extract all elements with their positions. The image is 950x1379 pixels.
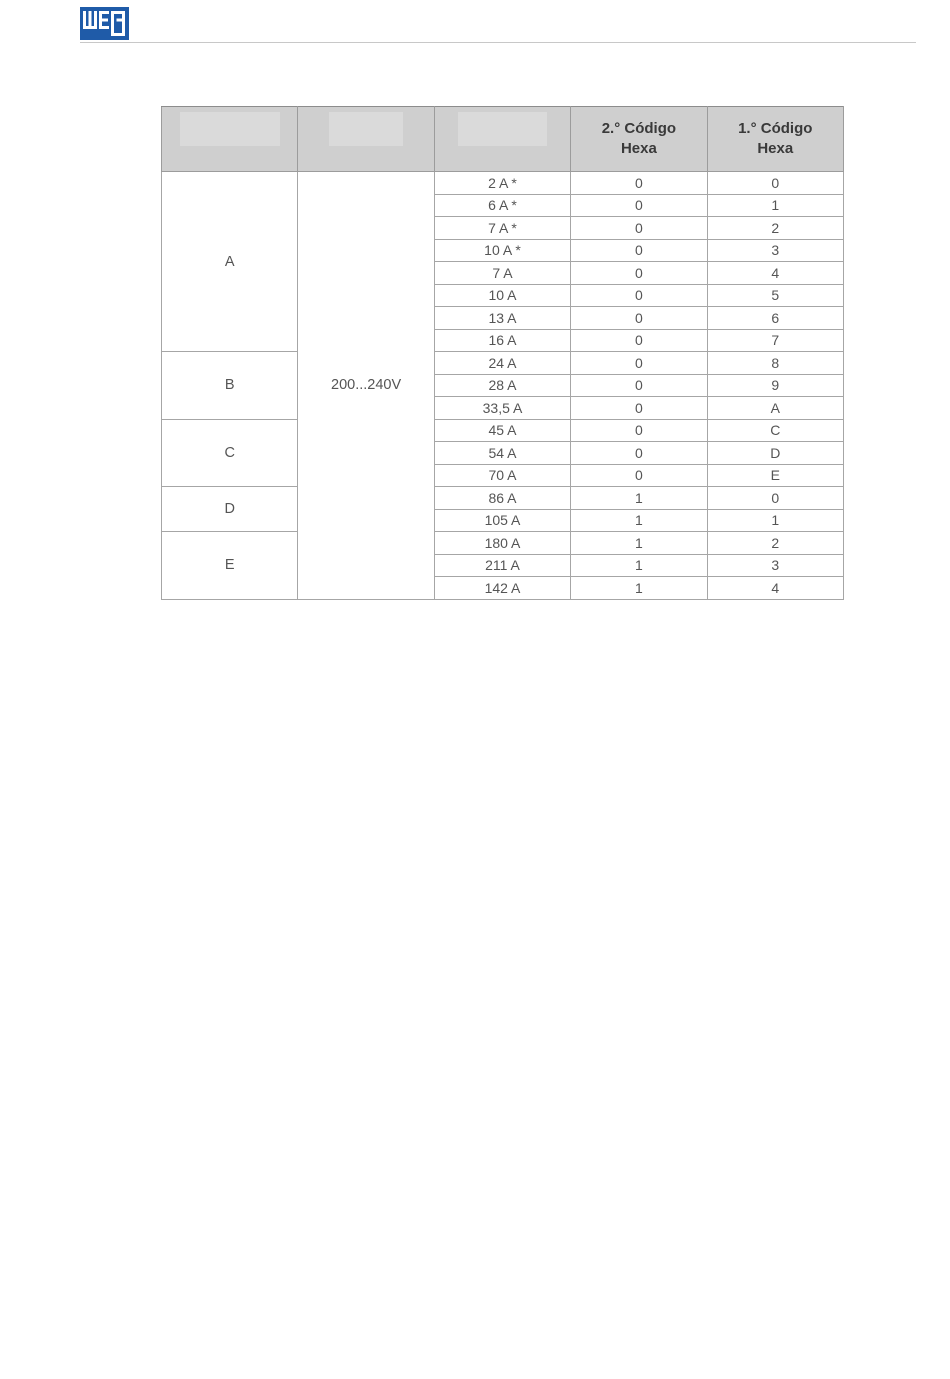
- current-cell: 70 A: [434, 464, 570, 487]
- first-hexa-code-cell: 9: [707, 374, 843, 397]
- table-body: [162, 172, 844, 600]
- first-hexa-code-cell: 2: [707, 217, 843, 240]
- first-hexa-code-cell: 5: [707, 284, 843, 307]
- current-cell: 211 A: [434, 554, 570, 577]
- current-cell: 16 A: [434, 329, 570, 352]
- first-hexa-code-cell: 6: [707, 307, 843, 330]
- second-hexa-code-cell: 0: [571, 352, 707, 375]
- current-cell: 45 A: [434, 419, 570, 442]
- first-hexa-code-cell: D: [707, 442, 843, 465]
- header-cell-blank-1: [162, 107, 298, 172]
- first-hexa-code-cell: A: [707, 397, 843, 420]
- current-cell: 10 A: [434, 284, 570, 307]
- second-hexa-code-cell: 0: [571, 194, 707, 217]
- frame-size-cell: B: [162, 352, 298, 420]
- table-row: [162, 419, 844, 442]
- second-hexa-code-cell: 0: [571, 374, 707, 397]
- first-hexa-code-cell: 1: [707, 194, 843, 217]
- second-hexa-code-cell: 0: [571, 172, 707, 195]
- header-second-hexa-code: 2.° Código Hexa: [571, 107, 707, 172]
- second-hexa-code-cell: 1: [571, 509, 707, 532]
- second-hexa-code-cell: 0: [571, 284, 707, 307]
- first-hexa-code-cell: 7: [707, 329, 843, 352]
- header-rule: [80, 42, 916, 43]
- second-hexa-code-cell: 0: [571, 239, 707, 262]
- table-row: [162, 532, 844, 555]
- first-hexa-code-cell: 4: [707, 262, 843, 285]
- current-cell: 10 A *: [434, 239, 570, 262]
- weg-logo: [80, 7, 129, 40]
- current-cell: 13 A: [434, 307, 570, 330]
- first-hexa-code-cell: 1: [707, 509, 843, 532]
- current-cell: 142 A: [434, 577, 570, 600]
- frame-size-cell: C: [162, 419, 298, 487]
- voltage-cell: 200...240V: [298, 172, 434, 600]
- current-cell: 7 A: [434, 262, 570, 285]
- current-cell: 6 A *: [434, 194, 570, 217]
- second-hexa-code-cell: 1: [571, 532, 707, 555]
- table-row: [162, 352, 844, 375]
- header-cell-blank-2: [298, 107, 434, 172]
- current-cell: 28 A: [434, 374, 570, 397]
- table-row: [162, 172, 844, 195]
- frame-size-cell: D: [162, 487, 298, 532]
- current-cell: 86 A: [434, 487, 570, 510]
- first-hexa-code-cell: 3: [707, 554, 843, 577]
- first-hexa-code-cell: 0: [707, 172, 843, 195]
- second-hexa-code-cell: 0: [571, 464, 707, 487]
- current-cell: 7 A *: [434, 217, 570, 240]
- first-hexa-code-cell: 8: [707, 352, 843, 375]
- current-cell: 180 A: [434, 532, 570, 555]
- second-hexa-code-cell: 0: [571, 262, 707, 285]
- first-hexa-code-cell: 2: [707, 532, 843, 555]
- second-hexa-code-cell: 0: [571, 307, 707, 330]
- first-hexa-code-cell: 3: [707, 239, 843, 262]
- first-hexa-code-cell: E: [707, 464, 843, 487]
- header-cell-blank-3: [434, 107, 570, 172]
- frame-size-cell: A: [162, 172, 298, 352]
- current-cell: 54 A: [434, 442, 570, 465]
- second-hexa-code-cell: 0: [571, 217, 707, 240]
- header-first-hexa-code: 1.° Código Hexa: [707, 107, 843, 172]
- current-cell: 33,5 A: [434, 397, 570, 420]
- current-cell: 24 A: [434, 352, 570, 375]
- current-cell: 105 A: [434, 509, 570, 532]
- hexa-code-table: [161, 106, 844, 600]
- second-hexa-code-cell: 0: [571, 329, 707, 352]
- second-hexa-code-cell: 0: [571, 442, 707, 465]
- frame-size-cell: E: [162, 532, 298, 600]
- first-hexa-code-cell: 4: [707, 577, 843, 600]
- table-row: [162, 487, 844, 510]
- second-hexa-code-cell: 1: [571, 554, 707, 577]
- first-hexa-code-cell: C: [707, 419, 843, 442]
- table-header-row: [162, 107, 844, 172]
- first-hexa-code-cell: 0: [707, 487, 843, 510]
- second-hexa-code-cell: 1: [571, 577, 707, 600]
- second-hexa-code-cell: 0: [571, 397, 707, 420]
- current-cell: 2 A *: [434, 172, 570, 195]
- second-hexa-code-cell: 0: [571, 419, 707, 442]
- second-hexa-code-cell: 1: [571, 487, 707, 510]
